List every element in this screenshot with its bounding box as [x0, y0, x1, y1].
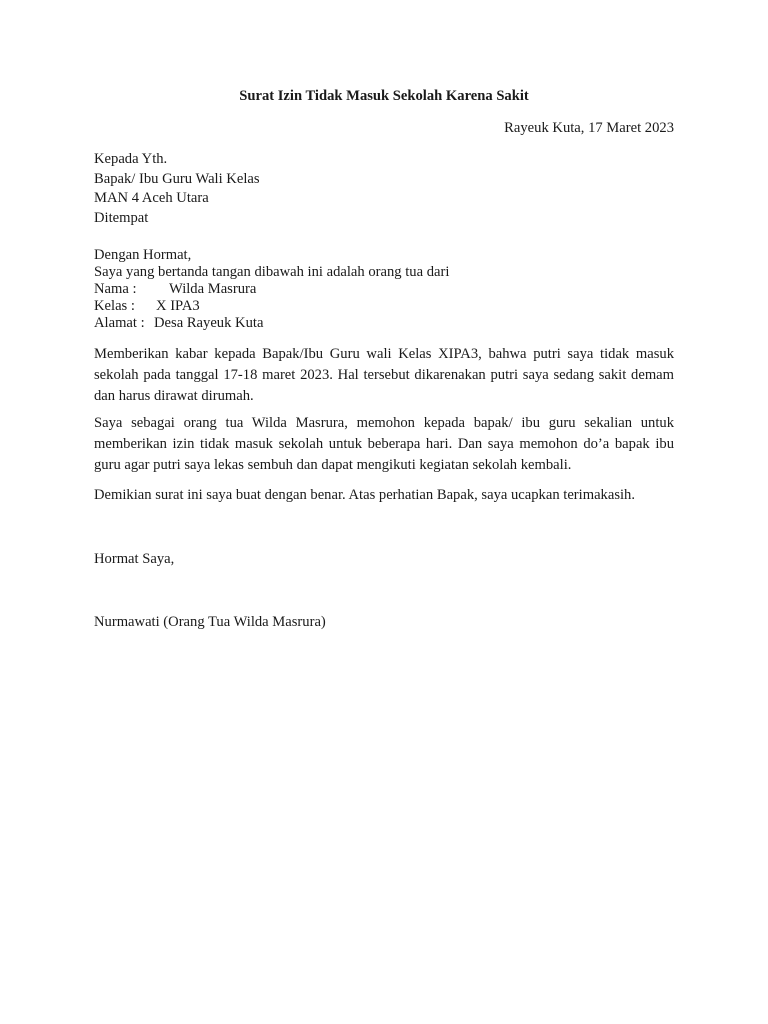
recipient-line-3: MAN 4 Aceh Utara: [94, 190, 209, 206]
recipient-block: [94, 150, 674, 228]
field-alamat-label: Alamat :: [94, 315, 145, 331]
salutation: Dengan Hormat,: [94, 247, 192, 263]
field-alamat: [94, 315, 674, 332]
field-kelas-value: X IPA3: [156, 298, 200, 314]
greeting-block: [94, 247, 674, 332]
place-date: Rayeuk Kuta, 17 Maret 2023: [504, 120, 674, 136]
field-nama-value: Wilda Masrura: [169, 281, 257, 297]
field-alamat-value: Desa Rayeuk Kuta: [154, 315, 264, 331]
recipient-line-2: Bapak/ Ibu Guru Wali Kelas: [94, 170, 260, 187]
body-paragraph-1: Memberikan kabar kepada Bapak/Ibu Guru wali Kelas XIPA3, bahwa putri saya tidak masuk sekolah pada tanggal 17-18 maret 2023. Hal tersebut dikarenakan putri saya sedang sakit demam dan harus dirawat dirumah.: [94, 346, 674, 404]
recipient-line-4: Ditempat: [94, 209, 149, 226]
recipient-line-1: Kepada Yth.: [94, 151, 168, 167]
field-kelas: [94, 298, 674, 315]
field-kelas-label: Kelas :: [94, 298, 135, 314]
field-nama: [94, 281, 674, 298]
body-paragraph-2: Saya sebagai orang tua Wilda Masrura, memohon kepada bapak/ ibu guru sekalian untuk memberikan izin tidak masuk sekolah untuk beberapa hari. Dan saya memohon do’a bapak ibu guru agar putri saya lekas sembuh dan dapat mengikuti kegiatan sekolah kembali.: [94, 415, 674, 473]
field-nama-label: Nama :: [94, 281, 137, 297]
body-paragraph-3: Demikian surat ini saya buat dengan benar. Atas perhatian Bapak, saya ucapkan terimakasih.: [94, 487, 636, 503]
signature: Nurmawati (Orang Tua Wilda Masrura): [94, 614, 326, 630]
letter-title: Surat Izin Tidak Masuk Sekolah Karena Sakit: [239, 88, 529, 104]
closing: Hormat Saya,: [94, 551, 175, 567]
intro-line: Saya yang bertanda tangan dibawah ini adalah orang tua dari: [94, 264, 450, 280]
